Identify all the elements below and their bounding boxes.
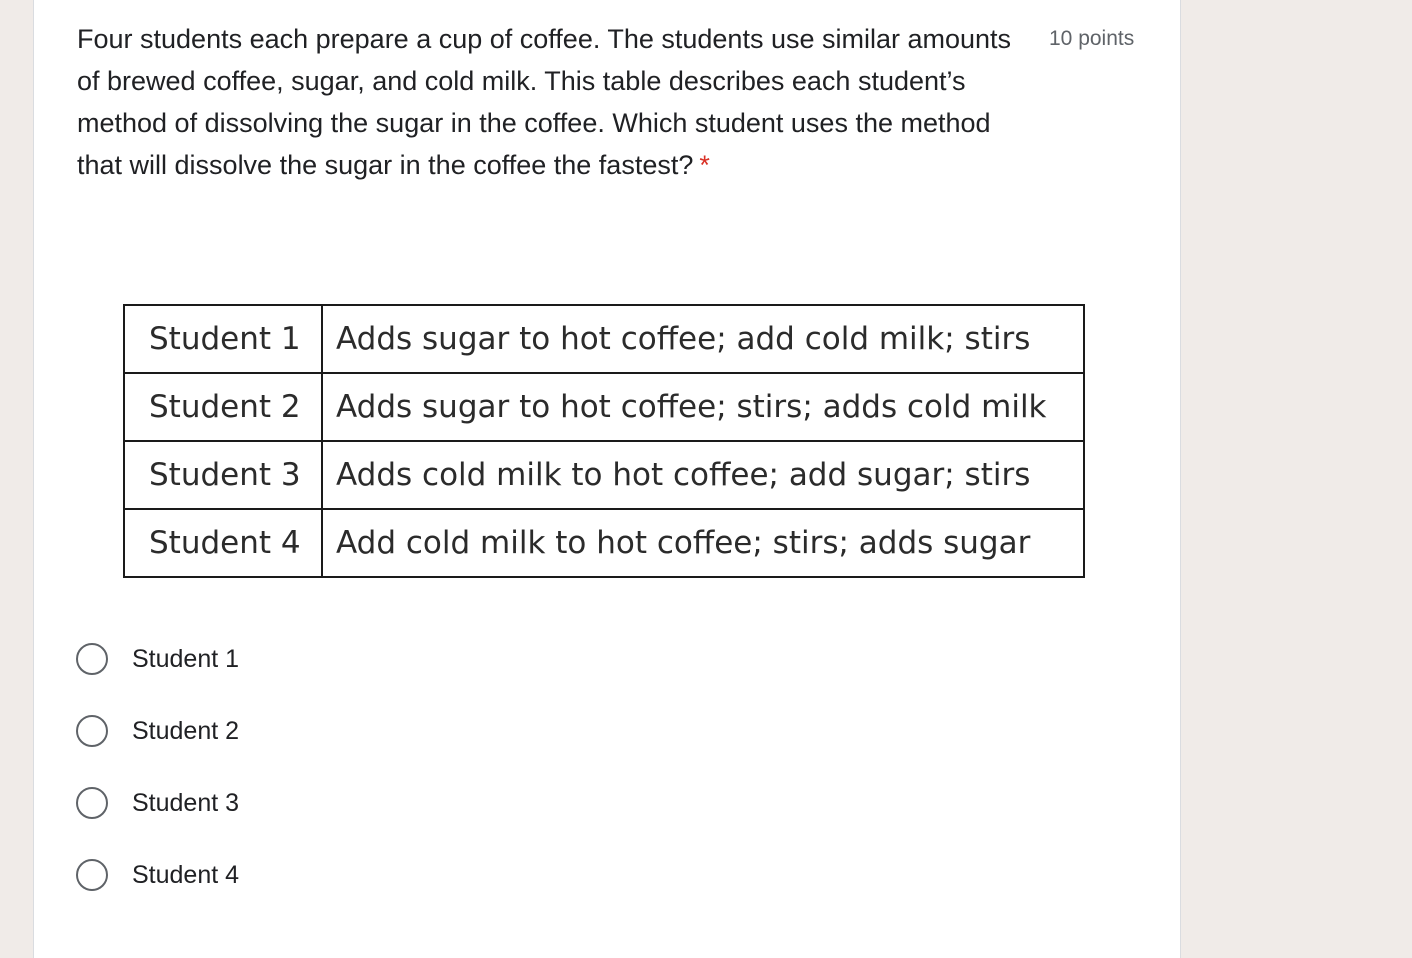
table-row — [124, 441, 1084, 509]
option-label[interactable]: Student 4 — [132, 860, 240, 889]
radio-button-icon[interactable] — [76, 787, 108, 819]
table-row — [124, 373, 1084, 441]
question-text — [77, 18, 1017, 186]
option-student-1[interactable] — [76, 641, 239, 677]
question-title: Four students each prepare a cup of coffee. The students use similar amounts of brewed coffee, sugar, and cold milk. This table describes each student’s method of dissolving the sugar in the coffee. Which student uses the method that will dissolve the sugar in the coffee the fastest? — [77, 24, 1012, 180]
table-cell-student: Student 3 — [124, 441, 322, 509]
table-cell-student: Student 2 — [124, 373, 322, 441]
table-cell-student: Student 1 — [124, 305, 322, 373]
option-student-2[interactable] — [76, 713, 239, 749]
table-row — [124, 305, 1084, 373]
table-cell-method: Adds cold milk to hot coffee; add sugar; stirs — [322, 441, 1084, 509]
table-cell-method: Adds sugar to hot coffee; stirs; adds cold milk — [322, 373, 1084, 441]
points-label: 10 points — [1049, 27, 1135, 50]
table-row — [124, 509, 1084, 577]
methods-table-image — [123, 304, 1085, 578]
option-student-4[interactable] — [76, 857, 239, 893]
table-cell-student: Student 4 — [124, 509, 322, 577]
question-card — [33, 0, 1181, 958]
option-student-3[interactable] — [76, 785, 239, 821]
table-cell-method: Adds sugar to hot coffee; add cold milk; stirs — [322, 305, 1084, 373]
option-label[interactable]: Student 3 — [132, 788, 240, 817]
option-label[interactable]: Student 1 — [132, 644, 240, 673]
option-label[interactable]: Student 2 — [132, 716, 240, 745]
radio-button-icon[interactable] — [76, 715, 108, 747]
answer-options — [76, 641, 239, 929]
table-cell-method: Add cold milk to hot coffee; stirs; adds sugar — [322, 509, 1084, 577]
radio-button-icon[interactable] — [76, 859, 108, 891]
radio-button-icon[interactable] — [76, 643, 108, 675]
required-asterisk: * — [699, 150, 710, 180]
